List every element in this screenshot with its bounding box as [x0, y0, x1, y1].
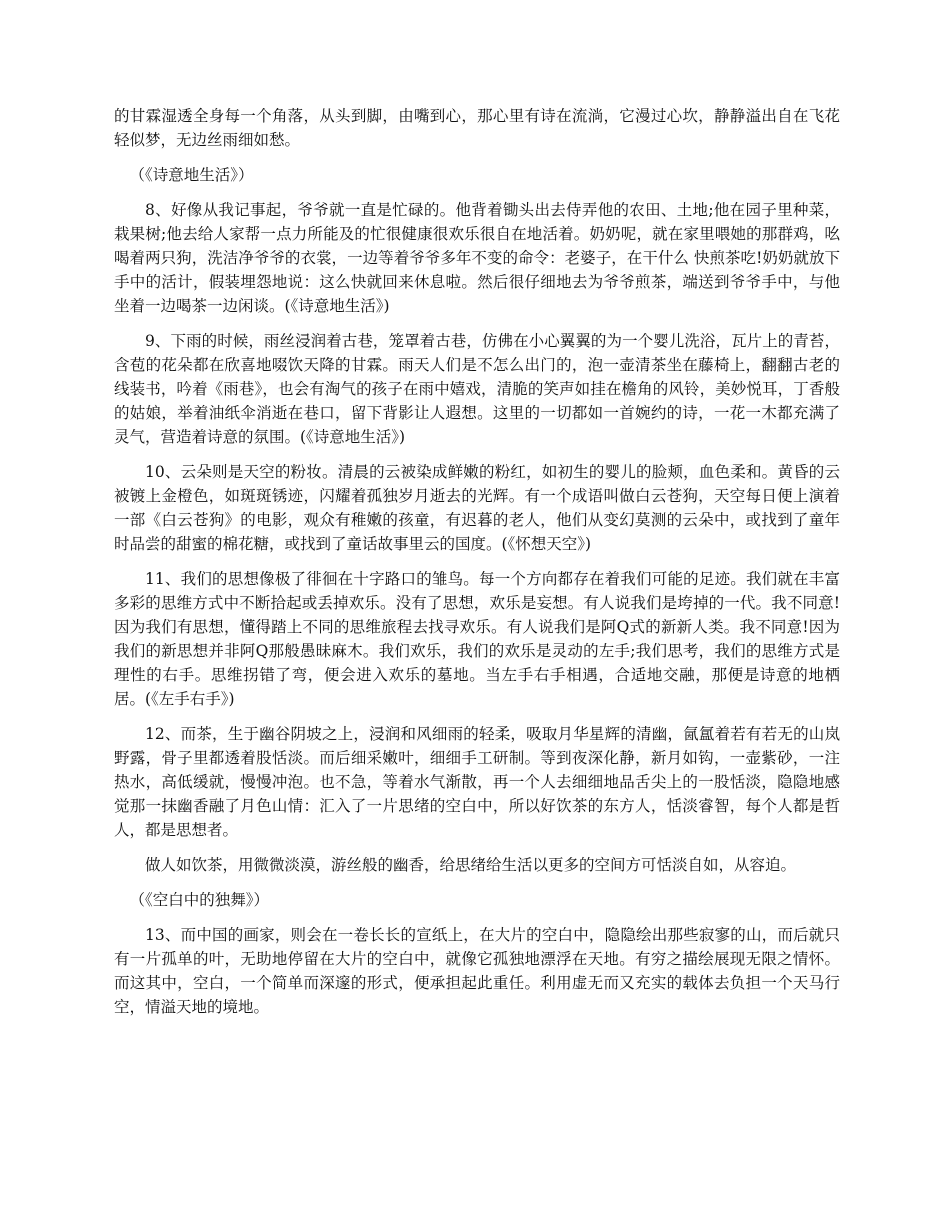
source-citation: （《空白中的独舞》） [129, 891, 270, 909]
source-citation: （《诗意地生活》） [129, 166, 254, 184]
paragraph-8: 8、好像从我记事起，爷爷就一直是忙碌的。他背着锄头出去侍弄他的农田、土地;他在园子里种菜，栽果树;他去给人家帮一点力所能及的忙很健康很欢乐很自在地活着。奶奶呢，就在家里喂她的那群鸡，吆喝着两只狗，洗洁净爷爷的衣裳，一边等着爷爷多年不变的命令：老婆子，在干什么 快煎茶吃!奶奶就放下手中的活计，假装埋怨地说：这么快就回来休息啦。然后很仔细地去为爷爷煎茶，端送到爷爷手中，与他坐着一边喝茶一边闲谈。(《诗意地生活》) [114, 201, 840, 315]
paragraph-continuation: 的甘霖湿透全身每一个角落，从头到脚，由嘴到心，那心里有诗在流淌，它漫过心坎，静静溢出自在飞花轻似梦，无边丝雨细如愁。 [114, 107, 840, 149]
document-body [114, 104, 840, 1030]
paragraph-9: 9、下雨的时候，雨丝浸润着古巷，笼罩着古巷，仿佛在小心翼翼的为一个婴儿洗浴，瓦片上的青苔，含苞的花朵都在欣喜地啜饮天降的甘霖。雨天人们是不怎么出门的，泡一壶清茶坐在藤椅上，翻翻古老的线装书，吟着《雨巷》，也会有淘气的孩子在雨中嬉戏，清脆的笑声如挂在檐角的风铃，美妙悦耳，丁香般的姑娘，举着油纸伞消逝在巷口，留下背影让人遐想。这里的一切都如一首婉约的诗，一花一木都充满了灵气，营造着诗意的氛围。(《诗意地生活》) [114, 332, 840, 446]
paragraph-tea: 做人如饮茶，用微微淡漠，游丝般的幽香，给思绪给生活以更多的空间方可恬淡自如，从容迫。 [145, 856, 797, 874]
paragraph-12: 12、而茶，生于幽谷阴坡之上，浸润和风细雨的轻柔，吸取月华星辉的清幽，氤氲着若有若无的山岚野露，骨子里都透着股恬淡。而后细采嫩叶，细细手工研制。等到夜深化静，新月如钩，一壶紫砂，一注热水，高低缓就，慢慢冲泡。也不急，等着水气渐散，再一个人去细细地品舌尖上的一股恬淡，隐隐地感觉那一抹幽香融了月色山情：汇入了一片思绪的空白中，所以好饮茶的东方人，恬淡睿智，每个人都是哲人，都是思想者。 [114, 725, 840, 839]
paragraph-10: 10、云朵则是天空的粉妆。清晨的云被染成鲜嫩的粉红，如初生的婴儿的脸颊，血色柔和。黄昏的云被镀上金橙色，如斑斑锈迹，闪耀着孤独岁月逝去的光辉。有一个成语叫做白云苍狗，天空每日便上演着一部《白云苍狗》的电影，观众有稚嫩的孩童，有迟暮的老人，他们从变幻莫测的云朵中，或找到了童年时品尝的甜蜜的棉花糖，或找到了童话故事里云的国度。(《怀想天空》) [114, 463, 840, 553]
paragraph-11: 11、我们的思想像极了徘徊在十字路口的雏鸟。每一个方向都存在着我们可能的足迹。我们就在丰富多彩的思维方式中不断拾起或丢掉欢乐。没有了思想，欢乐是妄想。有人说我们是垮掉的一代。我不同意!因为我们有思想，懂得踏上不同的思维旅程去找寻欢乐。有人说我们是阿Q式的新新人类。我不同意!因为我们的新思想并非阿Q那般愚昧麻木。我们欢乐，我们的欢乐是灵动的左手;我们思考，我们的思维方式是理性的右手。思维拐错了弯，便会进入欢乐的墓地。当左手右手相遇，合适地交融，那便是诗意的地栖居。(《左手右手》) [114, 570, 840, 708]
paragraph-13: 13、而中国的画家，则会在一卷长长的宣纸上，在大片的空白中，隐隐绘出那些寂寥的山，而后就只有一片孤单的叶，无助地停留在大片的空白中，就像它孤独地漂浮在天地。有穷之描绘展现无限之情怀。而这其中，空白，一个简单而深邃的形式，便承担起此重任。利用虚无而又充实的载体去负担一个天马行空，情溢天地的境地。 [114, 926, 840, 1016]
